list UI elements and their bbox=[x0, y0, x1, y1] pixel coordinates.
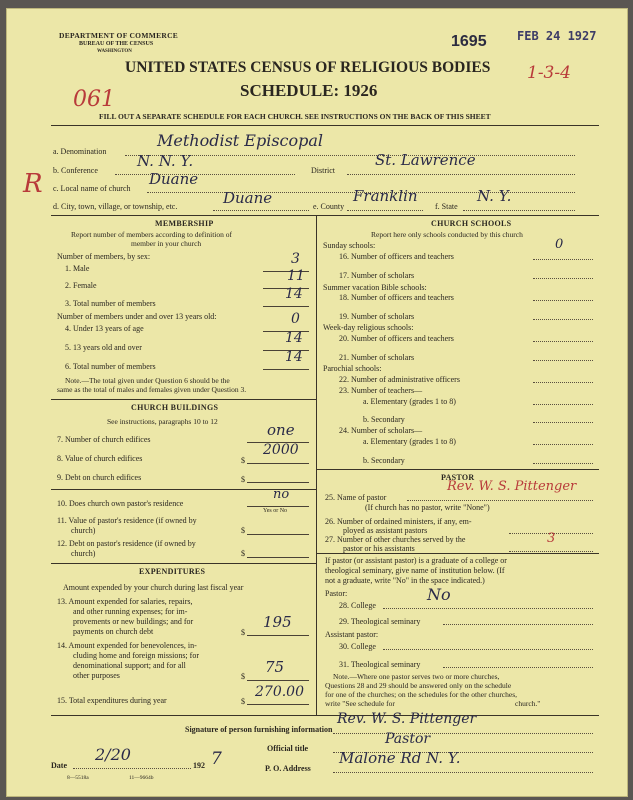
q13-value: 195 bbox=[263, 613, 292, 631]
handwritten-code-left: 061 bbox=[73, 87, 115, 112]
county-label: e. County bbox=[313, 202, 345, 211]
q11-dollar: $ bbox=[241, 526, 245, 535]
pastor-note-5: church." bbox=[515, 699, 541, 708]
q1-value: 3 bbox=[291, 251, 300, 267]
summer-schools-label: Summer vacation Bible schools: bbox=[323, 283, 427, 292]
graduate-note-2: theological seminary, give name of institution below. (If bbox=[325, 566, 505, 575]
church-name-value: Duane bbox=[149, 170, 199, 188]
signature-value: Rev. W. S. Pittenger bbox=[337, 711, 477, 727]
weekday-schools-label: Week-day religious schools: bbox=[323, 323, 414, 332]
q24b-label: b. Secondary bbox=[363, 456, 405, 465]
q12-label-2: church) bbox=[71, 549, 96, 558]
expenditures-sub: Amount expended by your church during last fiscal year bbox=[63, 583, 244, 592]
q24-label: 24. Number of scholars— bbox=[339, 426, 423, 435]
dept-name: DEPARTMENT OF COMMERCE bbox=[59, 31, 179, 40]
date-label: Date bbox=[51, 761, 67, 770]
q22-label: 22. Number of administrative officers bbox=[339, 375, 460, 384]
parochial-schools-label: Parochial schools: bbox=[323, 364, 382, 373]
q10-value: no bbox=[273, 487, 290, 502]
q7-value: one bbox=[267, 421, 295, 439]
q10-hint: Yes or No bbox=[263, 508, 288, 514]
q8-label: 8. Value of church edifices bbox=[57, 454, 143, 463]
q10-label: 10. Does church own pastor's residence bbox=[57, 499, 184, 508]
q23a-label: a. Elementary (grades 1 to 8) bbox=[363, 397, 456, 406]
q9-label: 9. Debt on church edifices bbox=[57, 473, 142, 482]
q28-label: 28. College bbox=[339, 601, 376, 610]
membership-heading: MEMBERSHIP bbox=[155, 219, 214, 228]
date-value: 2/20 bbox=[95, 745, 131, 764]
under-over-label: Number of members under and over 13 years old: bbox=[57, 312, 217, 321]
bureau-city: WASHINGTON bbox=[97, 49, 132, 54]
q26-label-1: 26. Number of ordained ministers, if any, em- bbox=[325, 517, 472, 526]
q14-value: 75 bbox=[265, 658, 285, 676]
received-date-stamp: FEB 24 1927 bbox=[517, 29, 597, 43]
denomination-value: Methodist Episcopal bbox=[157, 131, 324, 150]
po-address-value: Malone Rd N. Y. bbox=[339, 749, 461, 767]
q26-label-2: ployed as assistant pastors bbox=[343, 526, 428, 535]
official-title-value: Pastor bbox=[385, 731, 431, 747]
q14-label-2: cluding home and foreign missions; for bbox=[73, 651, 199, 660]
denomination-label: a. Denomination bbox=[53, 147, 107, 156]
q13-dollar: $ bbox=[241, 628, 245, 637]
q9-dollar: $ bbox=[241, 475, 245, 484]
form-number: 1695 bbox=[451, 33, 487, 50]
buildings-heading: CHURCH BUILDINGS bbox=[131, 403, 219, 412]
assistant-pastor-label: Assistant pastor: bbox=[325, 630, 379, 639]
graduate-note-1: If pastor (or assistant pastor) is a graduate of a college or bbox=[325, 556, 507, 565]
q5-label: 5. 13 years old and over bbox=[65, 343, 142, 352]
q14-label-4: other purposes bbox=[73, 671, 120, 680]
q19-label: 19. Number of scholars bbox=[339, 312, 415, 321]
city-label: d. City, town, village, or township, etc. bbox=[53, 202, 178, 211]
q6-label: 6. Total number of members bbox=[65, 362, 156, 371]
q14-dollar: $ bbox=[241, 672, 245, 681]
q15-label: 15. Total expenditures during year bbox=[57, 696, 167, 705]
q16-label: 16. Number of officers and teachers bbox=[339, 252, 454, 261]
po-address-label: P. O. Address bbox=[265, 764, 311, 773]
buildings-sub: See instructions, paragraphs 10 to 12 bbox=[107, 417, 218, 426]
q13-label-4: payments on church debt bbox=[73, 627, 154, 636]
q29-label: 29. Theological seminary bbox=[339, 617, 421, 626]
schools-sub: Report here only schools conducted by this church bbox=[371, 230, 523, 239]
form-code-2: 11—9664b bbox=[129, 775, 154, 781]
q25-value: Rev. W. S. Pittenger bbox=[447, 479, 577, 494]
q12-label-1: 12. Debt on pastor's residence (if owned by bbox=[57, 539, 196, 548]
q13-label-3: provements or new buildings; and for bbox=[73, 617, 194, 626]
year-prefix: 192 bbox=[193, 761, 205, 770]
district-value: St. Lawrence bbox=[375, 151, 476, 169]
q25-hint: (If church has no pastor, write "None") bbox=[365, 503, 490, 512]
membership-note-2: same as the total of males and females given under Question 3. bbox=[57, 385, 247, 394]
graduate-note-3: not a graduate, write "No" in the space indicated.) bbox=[325, 576, 485, 585]
q4-label: 4. Under 13 years of age bbox=[65, 324, 144, 333]
q14-label-3: denominational support; and for all bbox=[73, 661, 186, 670]
q8-dollar: $ bbox=[241, 456, 245, 465]
q12-dollar: $ bbox=[241, 549, 245, 558]
handwritten-code: 1-3-4 bbox=[527, 63, 571, 83]
q27-value: 3 bbox=[547, 531, 556, 546]
q15-value: 270.00 bbox=[255, 684, 304, 700]
year-value: 7 bbox=[211, 749, 222, 769]
q14-label-1: 14. Amount expended for benevolences, in- bbox=[57, 641, 197, 650]
q15-dollar: $ bbox=[241, 697, 245, 706]
conference-value: N. N. Y. bbox=[137, 152, 194, 170]
q23b-label: b. Secondary bbox=[363, 415, 405, 424]
q11-label-1: 11. Value of pastor's residence (if owned by bbox=[57, 516, 197, 525]
q21-label: 21. Number of scholars bbox=[339, 353, 415, 362]
q1-label: 1. Male bbox=[65, 264, 90, 273]
q27-label-2: pastor or his assistants bbox=[343, 544, 415, 553]
pastor-note-3: for one of the churches; on the schedules for the other churches, bbox=[325, 690, 518, 699]
schedule-title: SCHEDULE: 1926 bbox=[240, 81, 378, 100]
q28-value: No bbox=[427, 585, 451, 604]
expenditures-heading: EXPENDITURES bbox=[139, 567, 206, 576]
census-form bbox=[6, 8, 628, 797]
form-instruction: FILL OUT A SEPARATE SCHEDULE FOR EACH CHURCH. SEE INSTRUCTIONS ON THE BACK OF THIS SHEET bbox=[99, 112, 491, 121]
q23-label: 23. Number of teachers— bbox=[339, 386, 423, 395]
members-by-sex-label: Number of members, by sex: bbox=[57, 252, 151, 261]
church-name-label: c. Local name of church bbox=[53, 184, 131, 193]
q25-label: 25. Name of pastor bbox=[325, 493, 387, 502]
q20-label: 20. Number of officers and teachers bbox=[339, 334, 454, 343]
form-title: UNITED STATES CENSUS OF RELIGIOUS BODIES bbox=[125, 59, 491, 76]
state-value: N. Y. bbox=[477, 187, 512, 205]
district-label: District bbox=[311, 166, 335, 175]
membership-sub-1: Report number of members according to definition of bbox=[71, 230, 232, 239]
membership-sub-2: member in your church bbox=[131, 239, 202, 248]
signature-label: Signature of person furnishing information bbox=[185, 725, 333, 734]
q24a-label: a. Elementary (grades 1 to 8) bbox=[363, 437, 456, 446]
pastor-note-4: write "See schedule for bbox=[325, 699, 395, 708]
q27-label-1: 27. Number of other churches served by the bbox=[325, 535, 466, 544]
q3-value: 14 bbox=[285, 286, 303, 302]
q8-value: 2000 bbox=[263, 442, 299, 458]
pastor-sub-label: Pastor: bbox=[325, 589, 348, 598]
q5-value: 14 bbox=[285, 330, 303, 346]
city-value: Duane bbox=[223, 189, 273, 207]
q13-label-1: 13. Amount expended for salaries, repairs, bbox=[57, 597, 193, 606]
pastor-note-2: Questions 28 and 29 should be answered only on the schedule bbox=[325, 681, 512, 690]
county-value: Franklin bbox=[353, 187, 418, 205]
q11-label-2: church) bbox=[71, 526, 96, 535]
q13-label-2: and other running expenses; for im- bbox=[73, 607, 188, 616]
pastor-heading: PASTOR bbox=[441, 473, 475, 482]
membership-note-1: Note.—The total given under Question 6 should be the bbox=[65, 376, 230, 385]
q17-label: 17. Number of scholars bbox=[339, 271, 415, 280]
q18-label: 18. Number of officers and teachers bbox=[339, 293, 454, 302]
q16-value: 0 bbox=[555, 237, 564, 252]
sunday-schools-label: Sunday schools: bbox=[323, 241, 376, 250]
pastor-note-1: Note.—Where one pastor serves two or more churches, bbox=[333, 672, 500, 681]
q2-label: 2. Female bbox=[65, 281, 97, 290]
schools-heading: CHURCH SCHOOLS bbox=[431, 219, 512, 228]
state-label: f. State bbox=[435, 202, 458, 211]
q4-value: 0 bbox=[291, 311, 300, 327]
q6-value: 14 bbox=[285, 349, 303, 365]
q7-label: 7. Number of church edifices bbox=[57, 435, 151, 444]
official-title-label: Official title bbox=[267, 744, 309, 753]
form-code-1: 8—5518a bbox=[67, 775, 89, 781]
q2-value: 11 bbox=[287, 268, 305, 284]
handwritten-margin-mark: R bbox=[23, 169, 43, 199]
q3-label: 3. Total number of members bbox=[65, 299, 156, 308]
q31-label: 31. Theological seminary bbox=[339, 660, 421, 669]
q30-label: 30. College bbox=[339, 642, 376, 651]
conference-label: b. Conference bbox=[53, 166, 98, 175]
bureau-name: BUREAU OF THE CENSUS bbox=[79, 41, 154, 47]
